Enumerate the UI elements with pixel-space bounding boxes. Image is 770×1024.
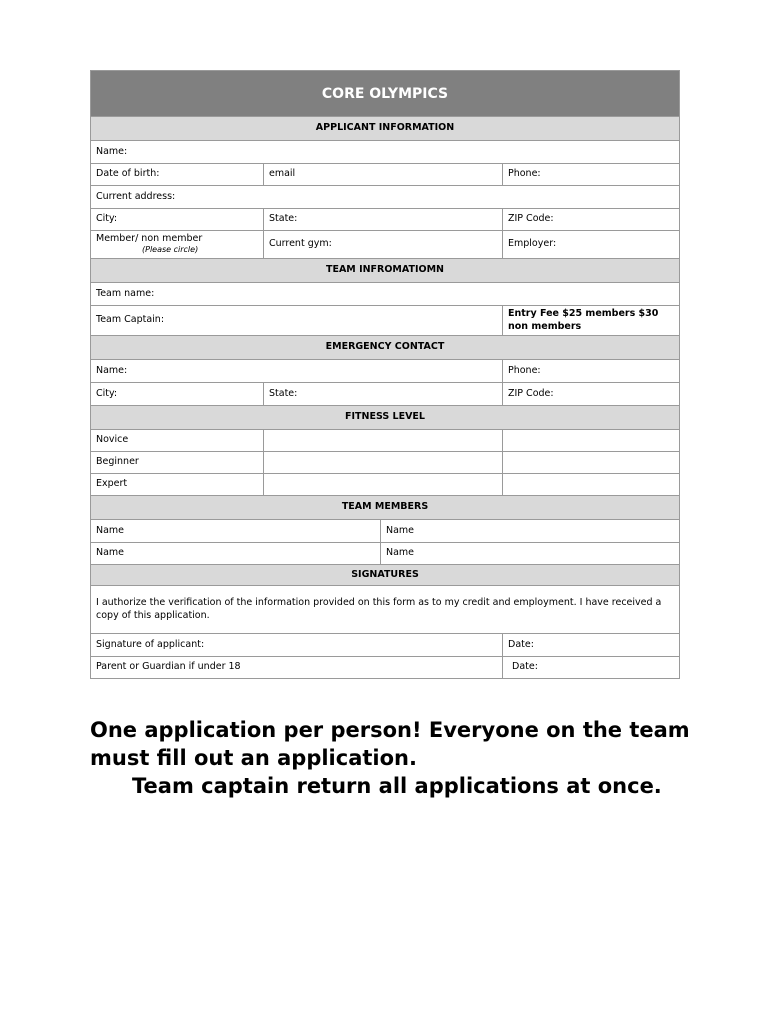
authorization-statement: I authorize the verification of the information provided on this form as to my credit and employment. I have received a copy of this application. <box>96 597 662 621</box>
email-field[interactable]: email <box>263 164 502 185</box>
fitness-row-expert <box>91 473 679 495</box>
applicant-name-row <box>91 140 679 163</box>
applicant-city-row <box>91 208 679 230</box>
section-fitness-level <box>91 405 679 429</box>
emergency-city-row <box>91 382 679 405</box>
team-name-field[interactable]: Team name: <box>96 287 155 299</box>
team-name-row <box>91 282 679 305</box>
team-member-name-field[interactable]: Name <box>96 547 125 559</box>
applicant-dob-row <box>91 163 679 185</box>
fitness-novice-box-2[interactable] <box>502 430 679 451</box>
emergency-name-row <box>91 359 679 382</box>
fitness-level-beginner: Beginner <box>96 456 139 468</box>
fitness-beginner-box-2[interactable] <box>502 452 679 473</box>
section-applicant-information <box>91 116 679 140</box>
emergency-phone-field[interactable]: Phone: <box>502 360 679 382</box>
emergency-state-field[interactable]: State: <box>263 383 502 405</box>
fitness-expert-box-1[interactable] <box>263 474 502 495</box>
section-signatures <box>91 564 679 585</box>
guardian-signature-field[interactable]: Parent or Guardian if under 18 <box>96 661 241 673</box>
state-field[interactable]: State: <box>263 209 502 230</box>
team-member-name-field[interactable]: Name <box>380 520 679 542</box>
team-members-row-1 <box>91 519 679 542</box>
authorization-row <box>91 585 679 633</box>
fitness-level-novice: Novice <box>96 434 129 446</box>
submission-notice <box>90 716 690 800</box>
date-of-birth-field[interactable]: Date of birth: <box>96 168 160 180</box>
applicant-name-field[interactable]: Name: <box>96 145 128 157</box>
team-member-name-field[interactable]: Name <box>96 524 125 536</box>
phone-field[interactable]: Phone: <box>502 164 679 185</box>
section-emergency-contact <box>91 335 679 359</box>
form-title-bar <box>91 71 679 116</box>
section-header: TEAM MEMBERS <box>341 501 429 513</box>
notice-line-2: must fill out an application. <box>90 746 417 770</box>
form-title: CORE OLYMPICS <box>321 85 449 102</box>
member-status-field[interactable] <box>91 231 263 258</box>
application-form <box>90 70 680 679</box>
notice-line-3: Team captain return all applications at once. <box>132 774 662 798</box>
member-status-label: Member/ non member <box>96 233 203 245</box>
city-field[interactable]: City: <box>96 213 118 225</box>
fitness-beginner-box-1[interactable] <box>263 452 502 473</box>
fitness-row-novice <box>91 429 679 451</box>
section-header: SIGNATURES <box>351 568 419 580</box>
applicant-signature-field[interactable]: Signature of applicant: <box>96 638 205 650</box>
signature-date-field[interactable]: Date: <box>502 634 679 656</box>
applicant-member-row <box>91 230 679 258</box>
fitness-row-beginner <box>91 451 679 473</box>
section-header: EMERGENCY CONTACT <box>325 341 445 353</box>
emergency-city-field[interactable]: City: <box>96 387 118 399</box>
applicant-address-row <box>91 185 679 208</box>
emergency-name-field[interactable]: Name: <box>96 364 128 376</box>
team-member-name-field[interactable]: Name <box>380 543 679 564</box>
guardian-date-field[interactable]: Date: <box>502 657 679 678</box>
section-header: FITNESS LEVEL <box>345 411 425 423</box>
signature-row <box>91 633 679 656</box>
notice-line-1: One application per person! Everyone on the team <box>90 718 690 742</box>
employer-field[interactable]: Employer: <box>502 231 679 258</box>
fitness-expert-box-2[interactable] <box>502 474 679 495</box>
emergency-zip-field[interactable]: ZIP Code: <box>502 383 679 405</box>
zip-code-field[interactable]: ZIP Code: <box>502 209 679 230</box>
current-gym-field[interactable]: Current gym: <box>263 231 502 258</box>
entry-fee-note: Entry Fee $25 members $30 non members <box>502 306 679 335</box>
team-members-row-2 <box>91 542 679 564</box>
section-header: APPLICANT INFORMATION <box>315 122 455 134</box>
fitness-novice-box-1[interactable] <box>263 430 502 451</box>
section-team-information <box>91 258 679 282</box>
team-captain-field[interactable]: Team Captain: <box>96 314 165 326</box>
guardian-row <box>91 656 679 678</box>
team-captain-row <box>91 305 679 335</box>
current-address-field[interactable]: Current address: <box>96 190 176 202</box>
section-team-members <box>91 495 679 519</box>
fitness-level-expert: Expert <box>96 478 128 490</box>
section-header: TEAM INFROMATIOMN <box>325 264 444 276</box>
member-status-hint: (Please circle) <box>142 245 199 255</box>
